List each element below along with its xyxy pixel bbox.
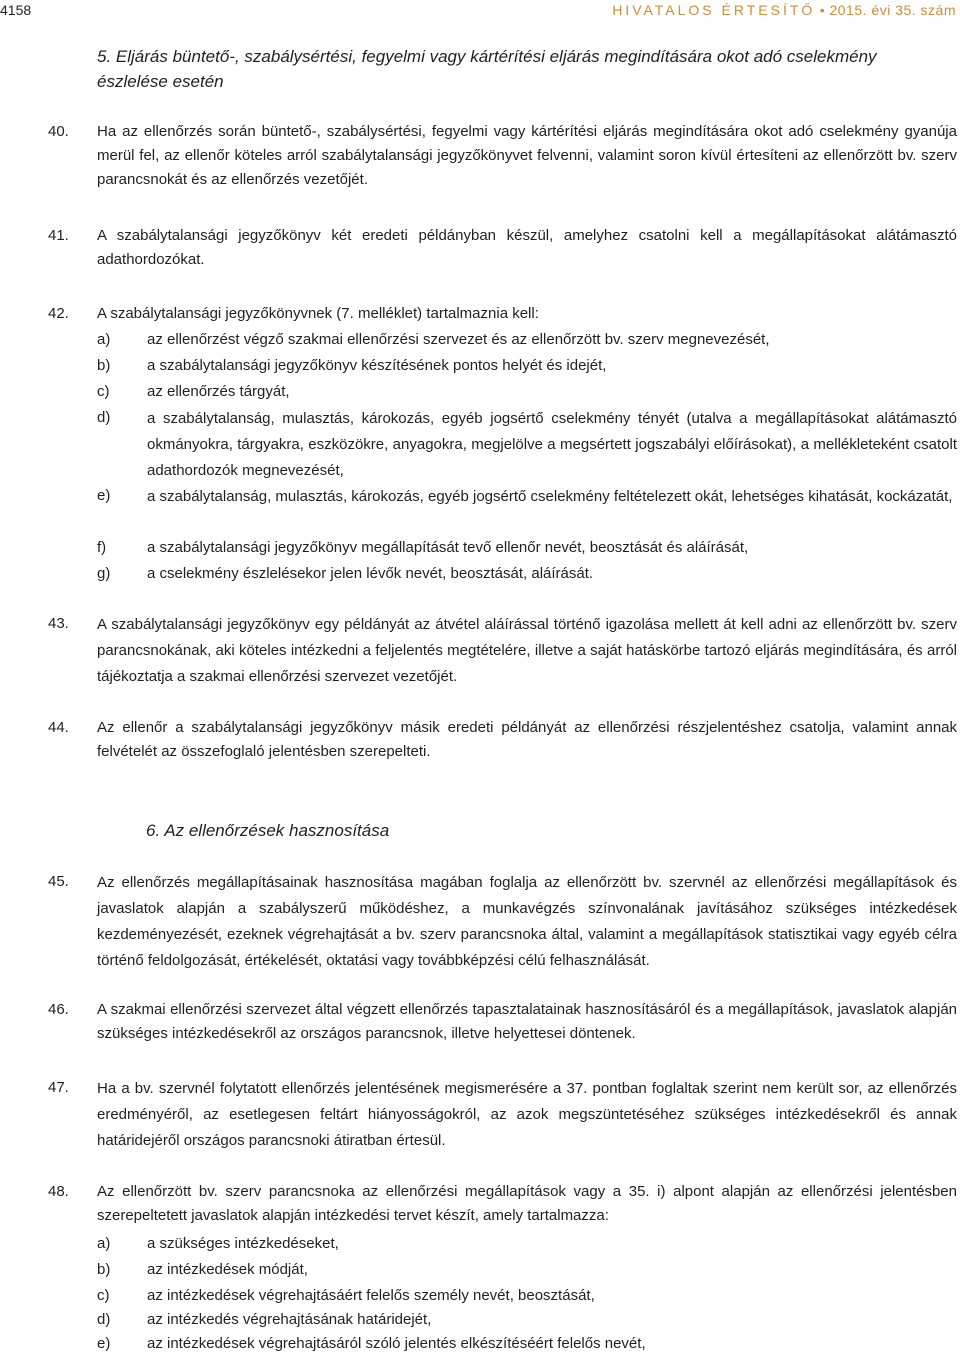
list-item-text: az intézkedések végrehajtásáról szóló jelentés elkészítéséért felelős nevét,	[147, 1335, 646, 1352]
list-item-label: e)	[97, 1335, 111, 1352]
paragraph-number: 47.	[48, 1079, 69, 1096]
list-item-label: a)	[97, 331, 111, 348]
paragraph-number: 41.	[48, 227, 69, 244]
list-item-label: b)	[97, 357, 111, 374]
list-item-text: a szabálytalanság, mulasztás, károkozás, egyéb jogsértő cselekmény feltételezett okát, lehetséges kihatását, kockázatát,	[147, 488, 953, 505]
paragraph-text: Az ellenőrzés megállapításainak hasznosítása magában foglalja az ellenőrzött bv. szervnél az ellenőrzési megállapítások és javaslatok alapján a szabályszerű működéshez, a munkavégzés színvonalának javításához szükséges intézkedések kezdeményezését, ezeknek végrehajtását a bv. szerv parancsnoka által, valamint a megállapítások statisztikai vagy egyéb célra történő feldolgozását, értékelését, oktatási vagy továbbképzési célú felhasználását.	[97, 874, 957, 969]
section-title-6: 6. Az ellenőrzések hasznosítása	[146, 821, 390, 840]
list-item-text: a szükséges intézkedéseket,	[147, 1235, 339, 1252]
paragraph-text: Az ellenőrzött bv. szerv parancsnoka az ellenőrzési megállapítások vagy a 35. i) alpont alapján az ellenőrzési jelentésben szerepeltetett javaslatok alapján intézkedési tervet készít, amely tartalmazza:	[97, 1183, 957, 1224]
list-item-label: c)	[97, 383, 110, 400]
list-item-text: az ellenőrzést végző szakmai ellenőrzési szervezet és az ellenőrzött bv. szerv megnevezését,	[147, 331, 770, 348]
paragraph-text: Az ellenőr a szabálytalansági jegyzőkönyv másik eredeti példányát az ellenőrzési részjelentéshez csatolja, valamint annak felvételét az összefoglaló jelentésben szerepelteti.	[97, 719, 957, 760]
list-item-label: d)	[97, 409, 111, 426]
list-item-label: c)	[97, 1287, 110, 1304]
paragraph-text: Ha az ellenőrzés során büntető-, szabálysértési, fegyelmi vagy kártérítési eljárás megindítására okot adó cselekmény gyanúja merül fel, az ellenőr köteles arról szabálytalansági jegyzőkönyvet felvenni, valamint soron kívül értesíteni az ellenőrzött bv. szerv parancsnokát és az ellenőrzés vezetőjét.	[97, 123, 957, 188]
list-item-text: a cselekmény észlelésekor jelen lévők nevét, beosztását, aláírását.	[147, 565, 594, 582]
list-item-label: a)	[97, 1235, 111, 1252]
issue-number: 2015. évi 35. szám	[829, 2, 956, 18]
paragraph-number: 44.	[48, 719, 69, 736]
list-item-text: az intézkedés végrehajtásának határidejét,	[147, 1311, 432, 1328]
paragraph-number: 46.	[48, 1001, 69, 1018]
journal-title: HIVATALOS ÉRTESÍTŐ	[612, 2, 816, 18]
page-header	[0, 0, 960, 22]
list-item-label: d)	[97, 1311, 111, 1328]
paragraph-number: 43.	[48, 615, 69, 632]
paragraph-number: 48.	[48, 1183, 69, 1200]
list-item-text: az ellenőrzés tárgyát,	[147, 383, 290, 400]
list-item-label: b)	[97, 1261, 111, 1278]
list-item-text: a szabálytalansági jegyzőkönyv készítésének pontos helyét és idejét,	[147, 357, 607, 374]
paragraph-number: 45.	[48, 873, 69, 890]
journal-info	[612, 0, 956, 20]
paragraph-number: 40.	[48, 123, 69, 140]
list-item-label: e)	[97, 487, 111, 504]
paragraph-text: A szabálytalansági jegyzőkönyv egy példányát az átvétel aláírással történő igazolása mellett át kell adni az ellenőrzött bv. szerv parancsnokának, aki köteles intézkedni a feljelentés megtételére, illetve a saját hatáskörbe tartozó eljárás megindítására, és arról tájékoztatja a szakmai ellenőrzési szervezet vezetőjét.	[97, 616, 957, 685]
paragraph-text: Ha a bv. szervnél folytatott ellenőrzés jelentésének megismerésére a 37. pontban foglaltak szerint nem került sor, az ellenőrzés eredményéről, az esetlegesen feltárt hiányosságokról, az azok megszüntetéséhez szükséges intézkedésekről és annak határidejéről országos parancsnoki átiratban értesül.	[97, 1080, 957, 1149]
list-item-label: g)	[97, 565, 111, 582]
paragraph-text: A szakmai ellenőrzési szervezet által végzett ellenőrzés tapasztalatainak hasznosításáról és a megállapítások, javaslatok alapján szükséges intézkedésekről az országos parancsnok, illetve helyettesei döntenek.	[97, 1001, 957, 1042]
page-number: 4158	[0, 2, 32, 18]
list-item-label: f)	[97, 539, 107, 556]
bullet-separator: •	[819, 2, 826, 18]
list-item-text: az intézkedések végrehajtásáért felelős személy nevét, beosztását,	[147, 1287, 595, 1304]
paragraph-number: 42.	[48, 305, 69, 322]
list-item-text: a szabálytalanság, mulasztás, károkozás, egyéb jogsértő cselekmény tényét (utalva a megállapításokat alátámasztó okmányokra, tárgyakra, eszközökre, anyagokra, megjelölve a megsértett jogszabályi előírásokat), a mellékleteként csatolt adathordozók megnevezését,	[147, 410, 957, 479]
list-item-text: az intézkedések módját,	[147, 1261, 308, 1278]
section-title-5: 5. Eljárás büntető-, szabálysértési, fegyelmi vagy kártérítési eljárás megindítására okot adó cselekmény észlelése esetén	[97, 47, 877, 91]
list-item-text: a szabálytalansági jegyzőkönyv megállapítását tevő ellenőr nevét, beosztását és aláírását,	[147, 539, 749, 556]
paragraph-text: A szabálytalansági jegyzőkönyvnek (7. melléklet) tartalmaznia kell:	[97, 305, 539, 322]
paragraph-text: A szabálytalansági jegyzőkönyv két eredeti példányban készül, amelyhez csatolni kell a megállapításokat alátámasztó adathordozókat.	[97, 227, 957, 268]
